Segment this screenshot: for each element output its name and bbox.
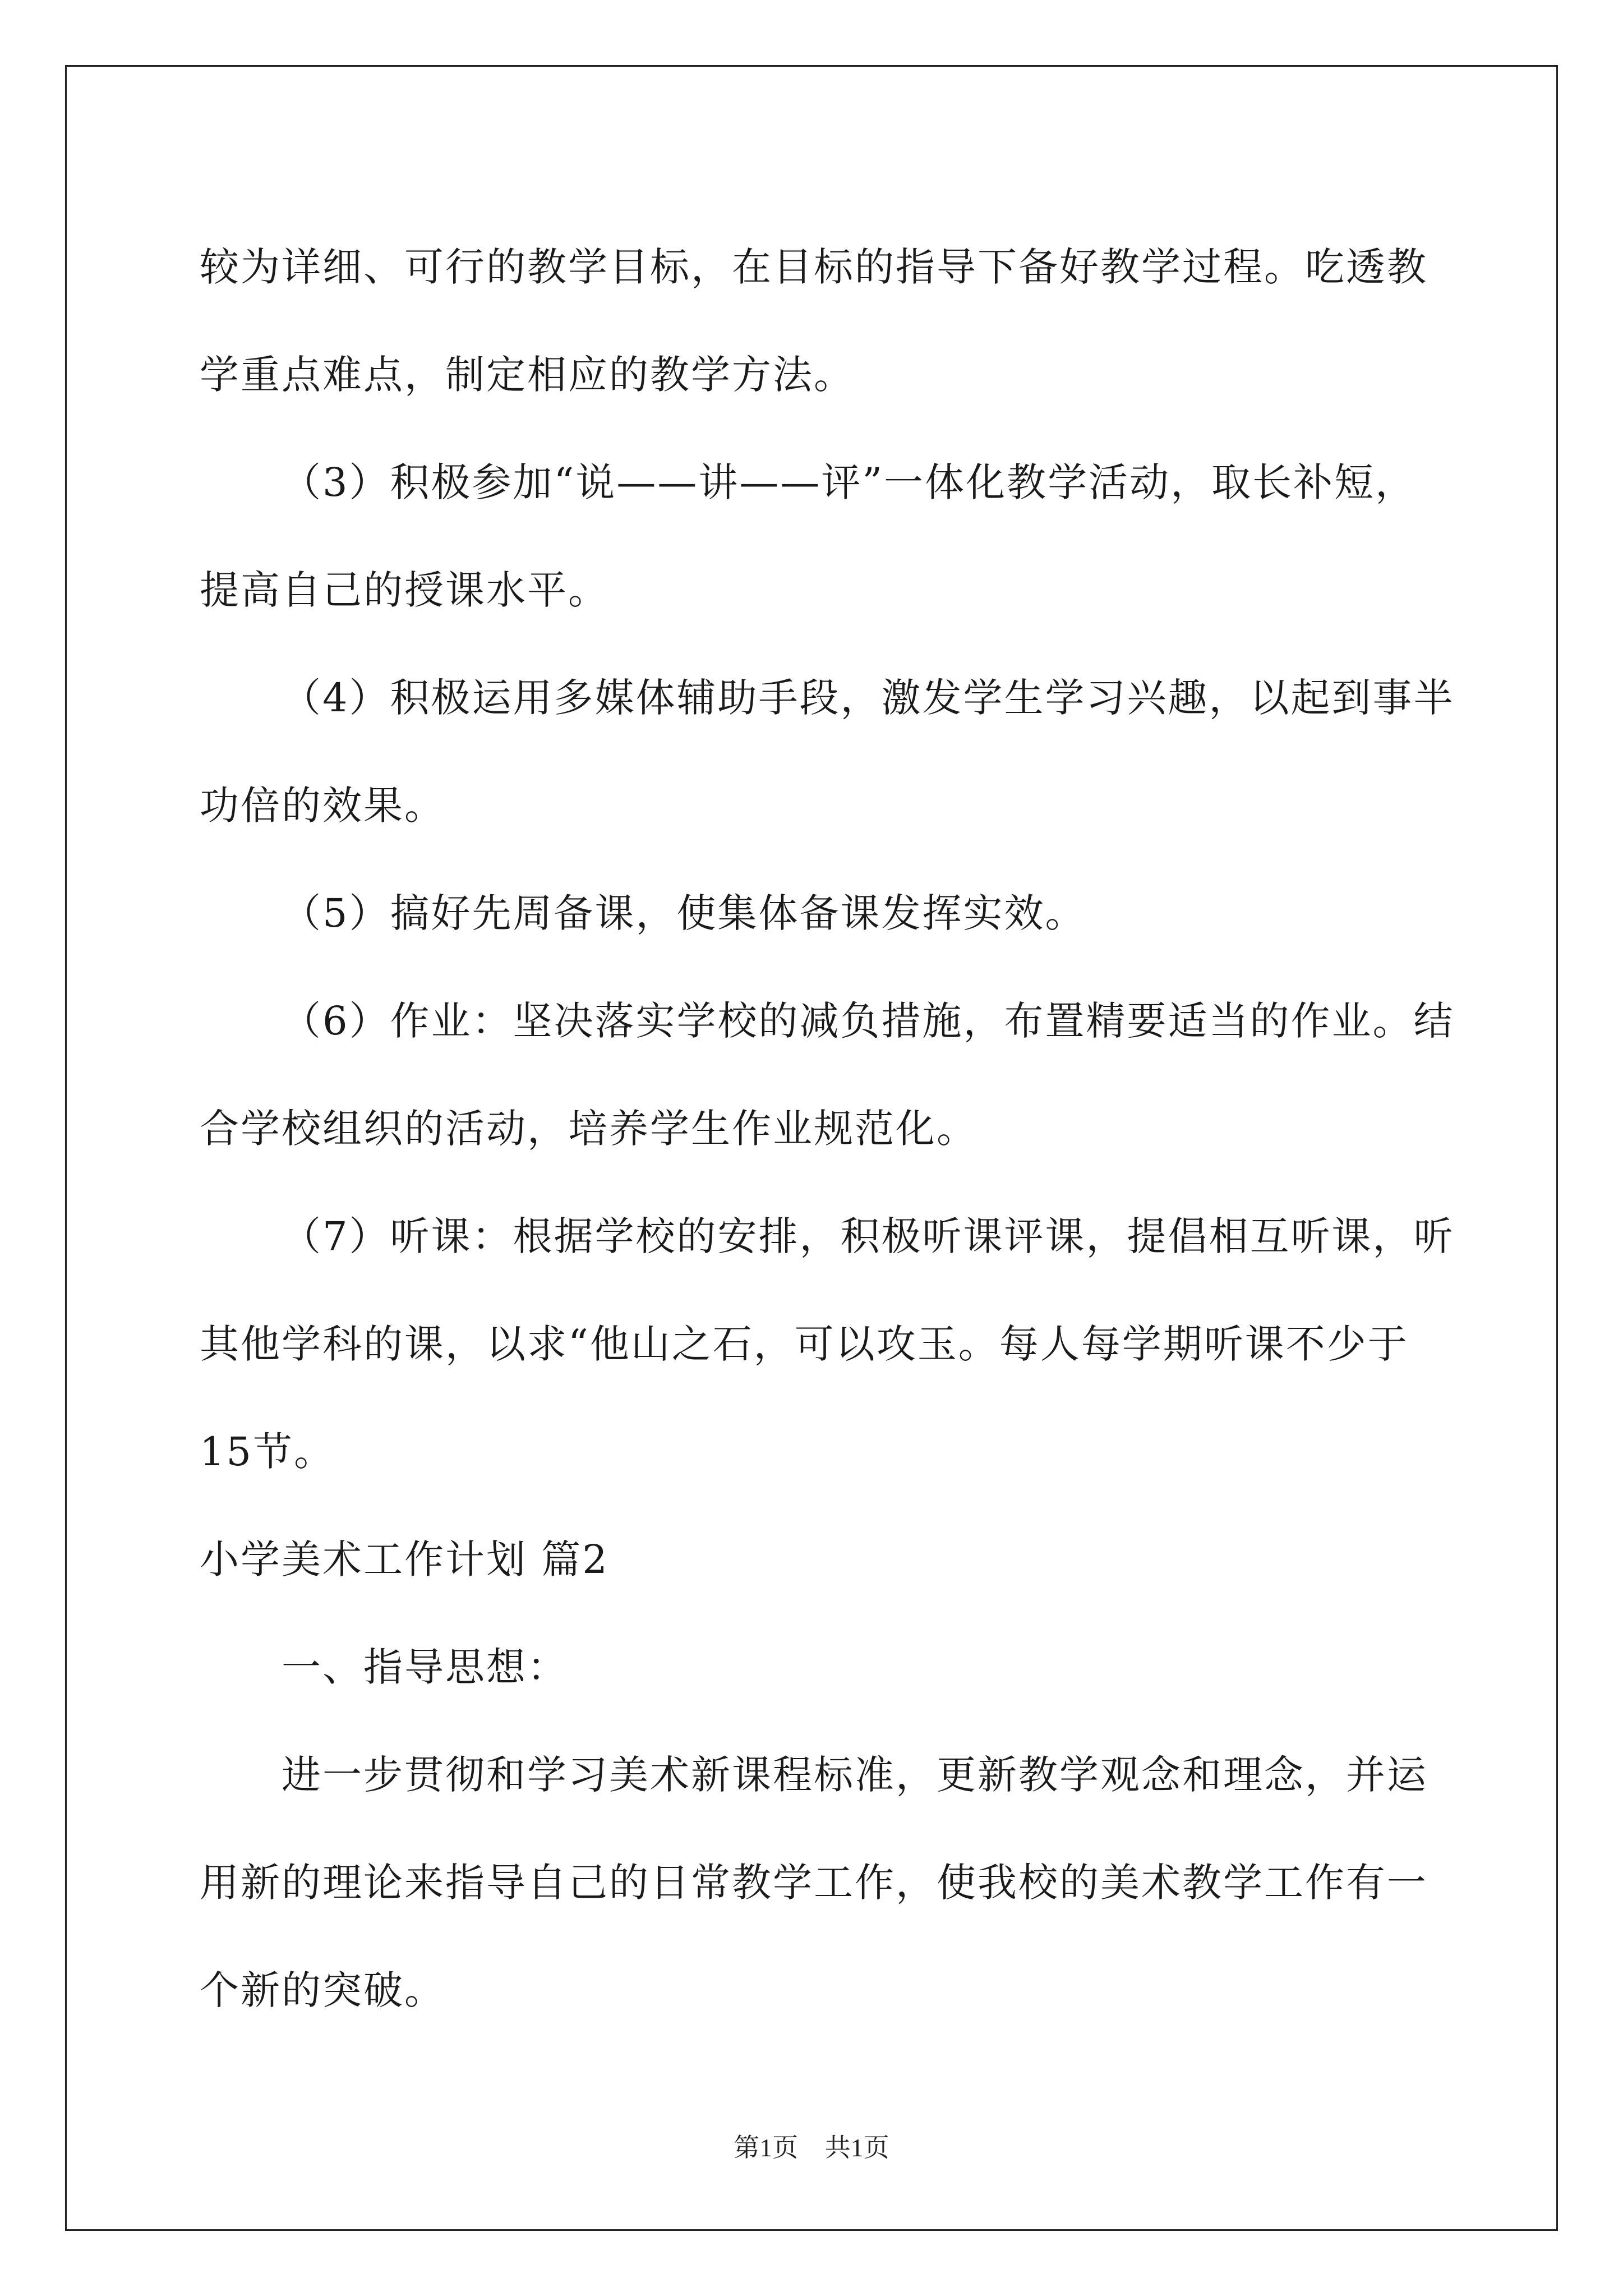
- paragraph-guiding-thought: 进一步贯彻和学习美术新课程标准，更新教学观念和理念，并运用新的理论来指导自己的日常教学工作，使我校的美术教学工作有一个新的突破。: [200, 1752, 1428, 2013]
- subsection-heading: 一、指导思想：: [282, 1644, 568, 1690]
- page-footer: [0, 2127, 1623, 2164]
- paragraph-item-7: （7）听课：根据学校的安排，积极听课评课，提倡相互听课，听其他学科的课，以求“他山之石，可以攻玉。每人每学期听课不少于15节。: [200, 1213, 1455, 1475]
- paragraph-item-5: （5）搞好先周备课，使集体备课发挥实效。: [282, 890, 1086, 936]
- document-body: [200, 213, 1456, 2044]
- paragraph-item-6: （6）作业：坚决落实学校的减负措施，布置精要适当的作业。结合学校组织的活动，培养学生作业规范化。: [200, 998, 1455, 1152]
- page-number-current: 第1页: [734, 2133, 799, 2162]
- page-number-total: 共1页: [824, 2133, 889, 2162]
- section-heading: 小学美术工作计划 篇2: [200, 1536, 609, 1582]
- paragraph-item-4: （4）积极运用多媒体辅助手段，激发学生学习兴趣，以起到事半功倍的效果。: [200, 675, 1455, 829]
- paragraph-continued: 较为详细、可行的教学目标，在目标的指导下备好教学过程。吃透教学重点难点，制定相应的教学方法。: [200, 244, 1428, 398]
- paragraph-item-3: （3）积极参加“说——讲——评”一体化教学活动，取长补短，提高自己的授课水平。: [200, 459, 1417, 613]
